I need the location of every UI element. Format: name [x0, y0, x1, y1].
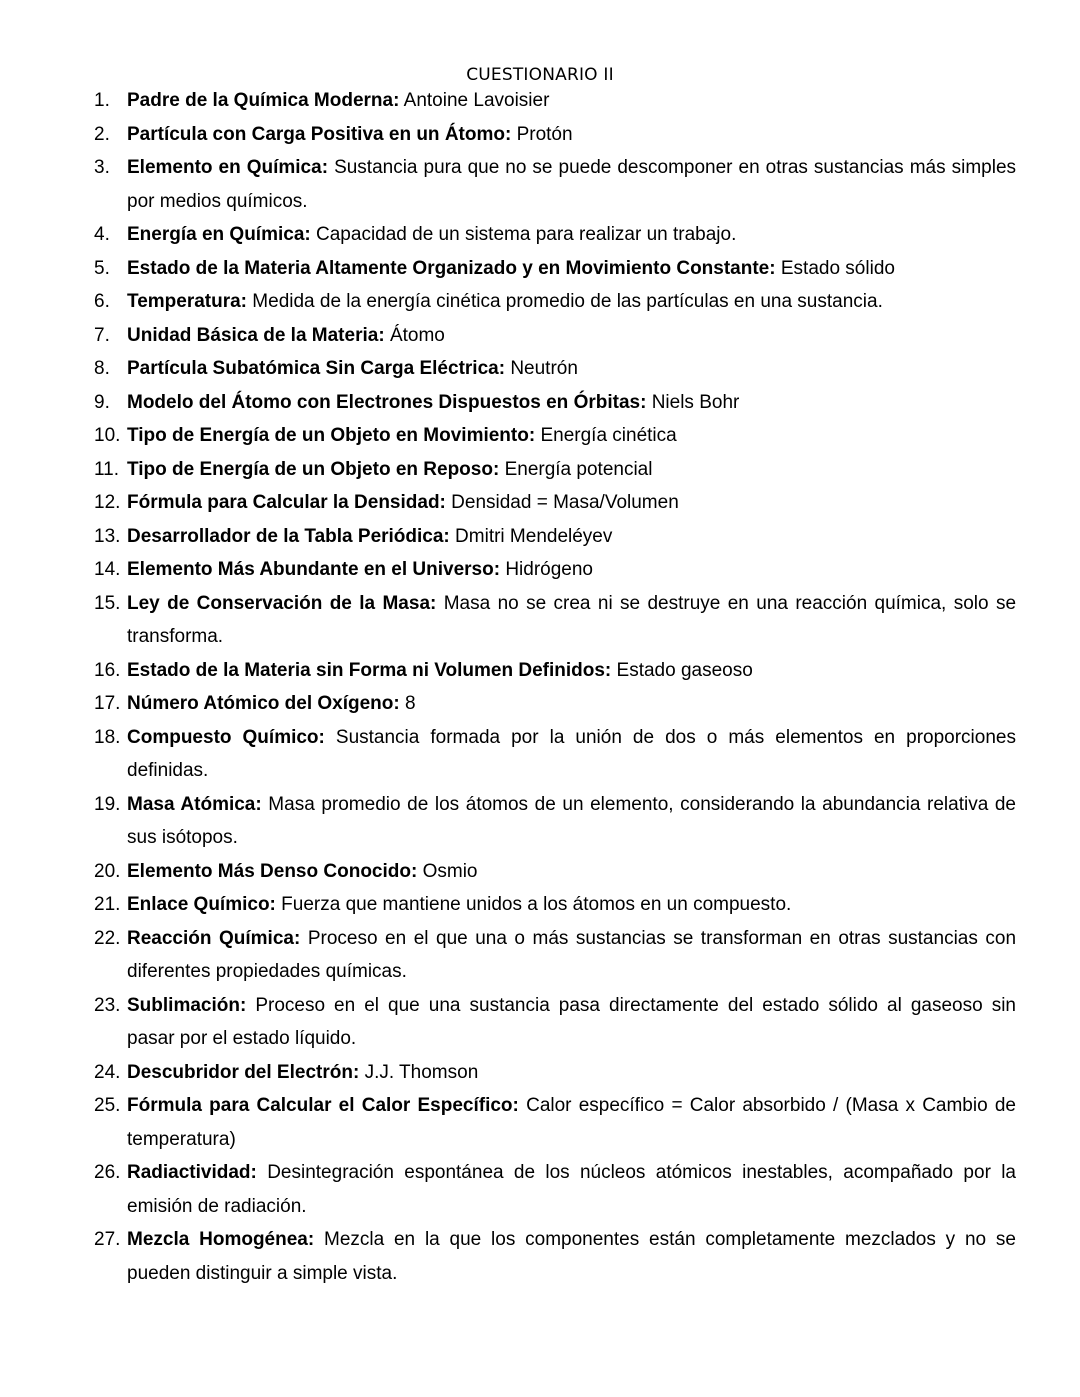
item-answer: 8 [405, 693, 416, 714]
item-answer: Neutrón [510, 358, 578, 379]
list-item [94, 453, 1016, 487]
item-answer: Densidad = Masa/Volumen [451, 492, 679, 513]
item-number: 18. [94, 726, 121, 748]
item-number: 19. [94, 793, 121, 815]
item-answer: Átomo [389, 324, 445, 346]
item-number: 1. [94, 90, 110, 111]
list-item [94, 1056, 1016, 1090]
item-term: Desarrollador de la Tabla Periódica: [127, 525, 450, 547]
list-item [94, 587, 1016, 654]
item-number: 22. [94, 927, 121, 949]
item-number: 5. [94, 257, 110, 279]
item-answer: Sustancia pura que no se puede descomponer en otras sustancias más simples por medios químicos. [127, 157, 1017, 212]
item-answer: Estado sólido [780, 257, 895, 279]
item-answer: Capacidad de un sistema para realizar un trabajo. [316, 224, 737, 245]
item-answer: Desintegración espontánea de los núcleos atómicos inestables, acompañado por la emisión de radiación. [127, 1162, 1016, 1217]
item-term: Reacción Química: [127, 927, 301, 949]
item-term: Estado de la Materia sin Forma ni Volumen Definidos: [127, 659, 612, 681]
item-answer: Masa no se crea ni se destruye en una reacción química, solo se transforma. [127, 592, 1017, 647]
list-item [94, 1223, 1016, 1290]
item-number: 3. [94, 157, 110, 178]
item-term: Tipo de Energía de un Objeto en Reposo: [127, 458, 500, 480]
list-item [94, 151, 1016, 218]
item-number: 26. [94, 1162, 121, 1183]
item-answer: Dmitri Mendeléyev [455, 525, 613, 547]
item-term: Sublimación: [127, 994, 247, 1016]
item-number: 9. [94, 391, 110, 413]
list-item [94, 218, 1016, 252]
item-term: Número Atómico del Oxígeno: [127, 693, 400, 714]
item-answer: Energía potencial [504, 458, 653, 480]
list-item [94, 989, 1016, 1056]
item-answer: Protón [516, 123, 573, 145]
list-item [94, 1156, 1016, 1223]
question-list [94, 84, 1016, 1290]
item-term: Elemento Más Abundante en el Universo: [127, 559, 501, 580]
item-number: 16. [94, 659, 121, 681]
item-answer: Estado gaseoso [616, 659, 753, 681]
item-number: 27. [94, 1229, 121, 1250]
item-term: Fórmula para Calcular el Calor Específico: [127, 1095, 519, 1116]
item-term: Energía en Química: [127, 224, 311, 245]
item-term: Estado de la Materia Altamente Organizado y en Movimiento Constante: [127, 257, 776, 279]
list-item [94, 352, 1016, 386]
item-answer: Energía cinética [540, 425, 677, 446]
item-answer: Medida de la energía cinética promedio de las partículas en una sustancia. [252, 291, 883, 312]
item-number: 4. [94, 224, 110, 245]
item-term: Unidad Básica de la Materia: [127, 324, 385, 346]
list-item [94, 654, 1016, 688]
item-answer: Proceso en el que una o más sustancias se transforman en otras sustancias con diferentes propiedades químicas. [127, 927, 1017, 982]
list-item [94, 687, 1016, 721]
list-item [94, 721, 1016, 788]
item-number: 7. [94, 324, 110, 346]
list-item [94, 788, 1016, 855]
document-title: CUESTIONARIO II [466, 65, 614, 85]
item-number: 10. [94, 425, 121, 446]
item-term: Partícula Subatómica Sin Carga Eléctrica: [127, 358, 506, 379]
list-item [94, 319, 1016, 353]
list-item [94, 285, 1016, 319]
list-item [94, 855, 1016, 889]
item-term: Masa Atómica: [127, 793, 262, 815]
list-item [94, 553, 1016, 587]
list-item [94, 486, 1016, 520]
item-number: 20. [94, 860, 121, 882]
item-term: Fórmula para Calcular la Densidad: [127, 492, 446, 513]
item-number: 21. [94, 894, 121, 915]
item-term: Enlace Químico: [127, 894, 276, 915]
list-item [94, 1089, 1016, 1156]
item-answer: Masa promedio de los átomos de un elemento, considerando la abundancia relativa de sus isótopos. [127, 793, 1016, 848]
item-number: 13. [94, 525, 121, 547]
list-item [94, 84, 1016, 118]
item-term: Mezcla Homogénea: [127, 1229, 315, 1250]
item-number: 15. [94, 592, 121, 614]
item-number: 8. [94, 358, 110, 379]
item-term: Descubridor del Electrón: [127, 1061, 360, 1083]
item-number: 25. [94, 1095, 121, 1116]
item-number: 17. [94, 693, 121, 714]
list-item [94, 520, 1016, 554]
item-answer: Calor específico = Calor absorbido / (Masa x Cambio de temperatura) [127, 1095, 1016, 1150]
item-term: Ley de Conservación de la Masa: [127, 592, 437, 614]
item-answer: Proceso en el que una sustancia pasa directamente del estado sólido al gaseoso sin pasar por el estado líquido. [127, 994, 1016, 1049]
item-term: Radiactividad: [127, 1162, 257, 1183]
item-answer: Osmio [422, 860, 478, 882]
item-answer: J.J. Thomson [364, 1061, 479, 1083]
item-answer: Mezcla en la que los componentes están completamente mezclados y no se pueden distinguir a simple vista. [127, 1229, 1016, 1284]
item-term: Elemento en Química: [127, 157, 329, 178]
item-number: 11. [94, 458, 120, 480]
item-term: Padre de la Química Moderna: [127, 90, 400, 111]
list-item [94, 888, 1016, 922]
item-number: 12. [94, 492, 121, 513]
item-answer: Hidrógeno [505, 559, 593, 580]
item-answer: Fuerza que mantiene unidos a los átomos en un compuesto. [281, 894, 792, 915]
item-term: Temperatura: [127, 291, 248, 312]
list-item [94, 922, 1016, 989]
item-number: 24. [94, 1061, 121, 1083]
list-item [94, 386, 1016, 420]
item-number: 14. [94, 559, 121, 580]
list-item [94, 118, 1016, 152]
list-item [94, 419, 1016, 453]
item-number: 6. [94, 291, 110, 312]
item-term: Modelo del Átomo con Electrones Dispuestos en Órbitas: [127, 391, 647, 413]
item-answer: Sustancia formada por la unión de dos o más elementos en proporciones definidas. [127, 726, 1016, 781]
item-answer: Niels Bohr [651, 391, 740, 413]
item-term: Elemento Más Denso Conocido: [127, 860, 418, 882]
list-item [94, 252, 1016, 286]
item-answer: Antoine Lavoisier [403, 90, 550, 111]
item-term: Tipo de Energía de un Objeto en Movimiento: [127, 425, 536, 446]
item-term: Partícula con Carga Positiva en un Átomo: [127, 123, 512, 145]
item-number: 2. [94, 123, 110, 145]
item-number: 23. [94, 994, 121, 1016]
item-term: Compuesto Químico: [127, 726, 325, 748]
